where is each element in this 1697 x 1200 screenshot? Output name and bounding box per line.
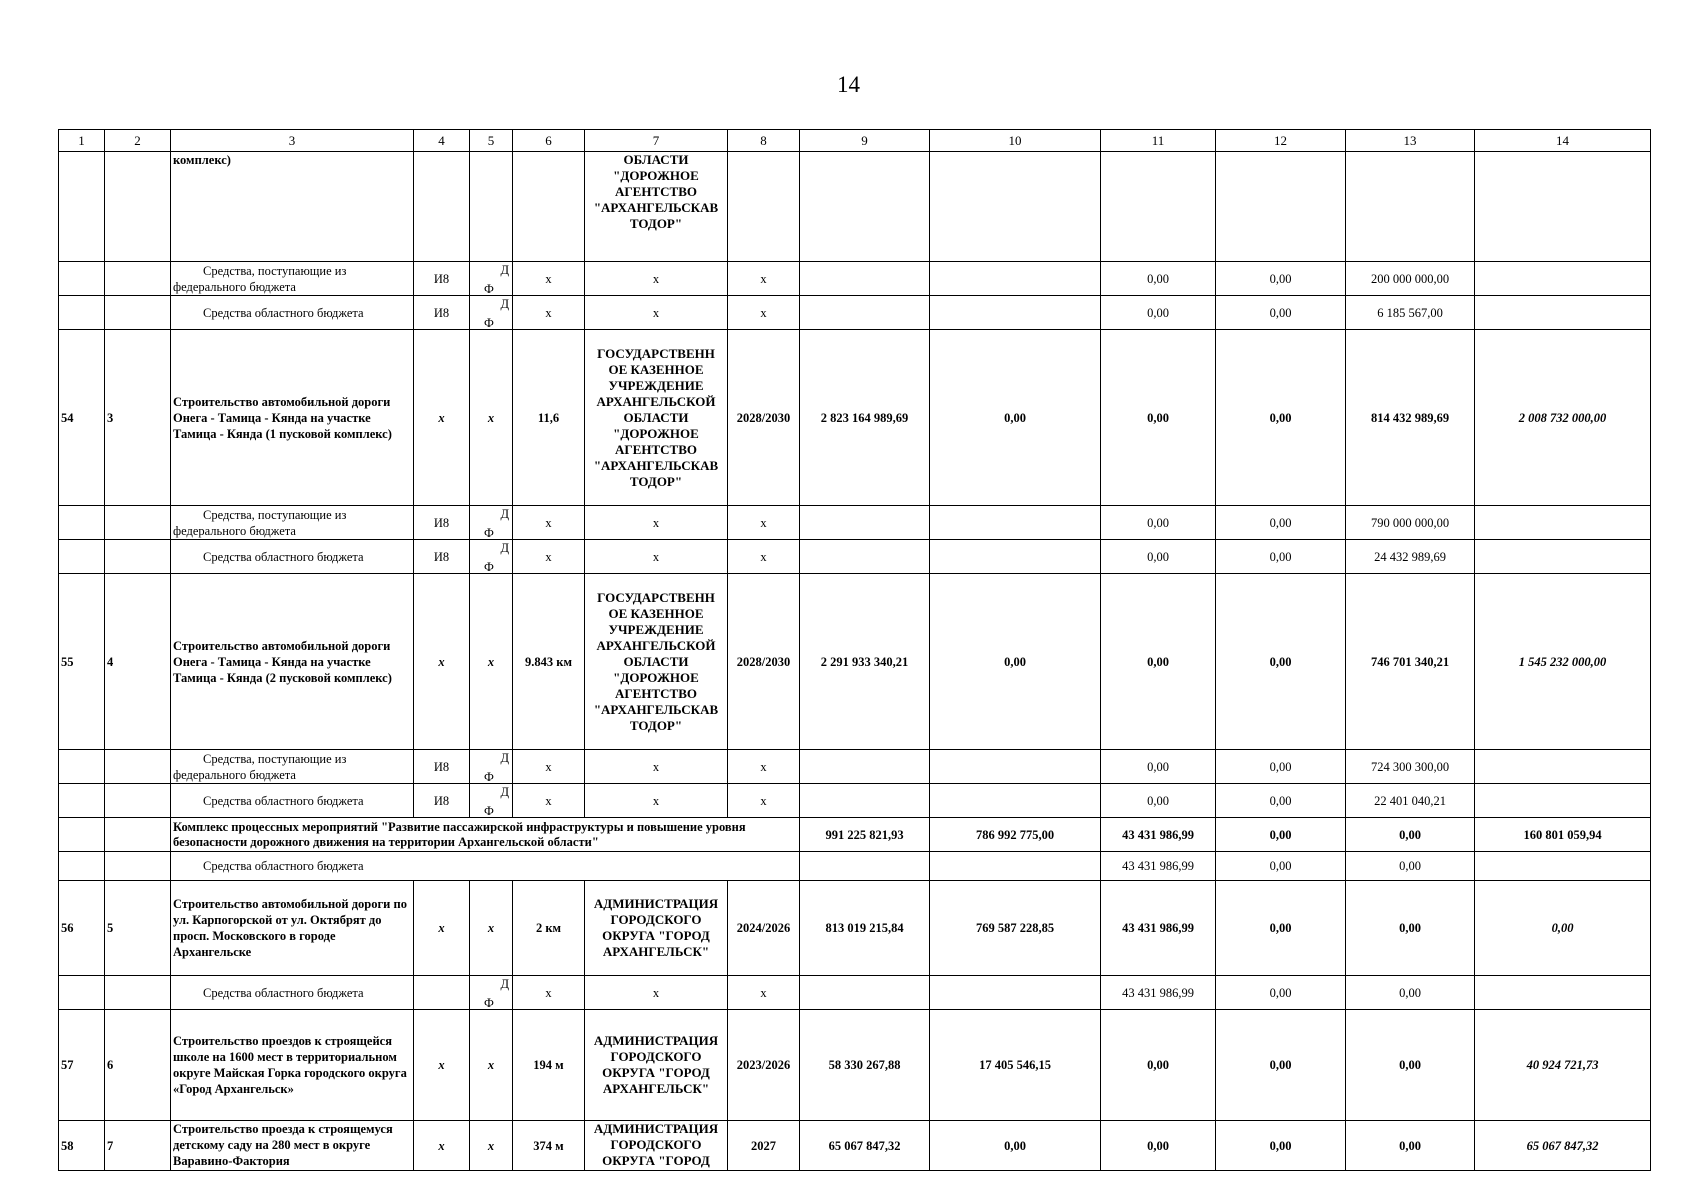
funding-source: Средства областного бюджета xyxy=(171,540,414,574)
table-header-row xyxy=(59,130,1651,152)
object-name: Строительство проездов к строящейся школе на 1600 мест в территориальном округе Майская Горка городского округа «Город Архангельск» xyxy=(171,1010,414,1121)
sub-code: Д Ф xyxy=(470,506,513,540)
col-header: 9 xyxy=(800,130,930,152)
col-header: 3 xyxy=(171,130,414,152)
sub-code: Д Ф xyxy=(470,296,513,330)
col-header: 10 xyxy=(930,130,1101,152)
table-row: 56 5 Строительство автомобильной дороги по ул. Карпогорской от ул. Октябрят до просп. Московского в городе Архангельске x x 2 км АДМИНИСТРАЦИЯ ГОРОДСКОГО ОКРУГА "ГОРОД АРХАНГЕЛЬСК" 2024/2026 813 019 215,84 769 587 228,85 43 431 986,99 0,00 0,00 0,00 xyxy=(59,881,1651,976)
table-row xyxy=(59,152,1651,262)
table-row-regional: Средства областного бюджета Д Ф x x x 43 431 986,99 0,00 0,00 xyxy=(59,976,1651,1010)
executor: ГОСУДАРСТВЕНН ОЕ КАЗЕННОЕ УЧРЕЖДЕНИЕ АРХАНГЕЛЬСКОЙ ОБЛАСТИ "ДОРОЖНОЕ АГЕНТСТВО "АРХАНГЕЛЬСКАВ ТОДОР" xyxy=(585,330,728,506)
code: И8 xyxy=(414,750,470,784)
sub-code: Д Ф xyxy=(470,262,513,296)
funding-source: Средства областного бюджета xyxy=(171,296,414,330)
row-number: 58 xyxy=(59,1121,105,1171)
capacity: 374 м xyxy=(513,1121,585,1171)
executor: АДМИНИСТРАЦИЯ ГОРОДСКОГО ОКРУГА "ГОРОД АРХАНГЕЛЬСК" xyxy=(585,881,728,976)
row-number: 54 xyxy=(59,330,105,506)
funding-source: Средства, поступающие из федерального бюджета xyxy=(171,750,414,784)
item-number: 5 xyxy=(105,881,171,976)
table-row: 55 4 Строительство автомобильной дороги Онега - Тамица - Кянда на участке Тамица - Кянда (2 пусковой комплекс) x x 9.843 км ГОСУДАРСТВЕНН ОЕ КАЗЕННОЕ УЧРЕЖДЕНИЕ АРХАНГЕЛЬСКОЙ ОБЛАСТИ "ДОРОЖНОЕ АГЕНТСТВО "АРХАНГЕЛЬСКАВ ТОДОР" 2028/2030 2 291 933 340,21 0,00 0,00 0,00 746 701 340,21 1 545 232 000,00 xyxy=(59,574,1651,750)
table-row-federal: Средства, поступающие из федерального бюджета И8 Д Ф x x x 0,00 0,00 200 000 000,00 xyxy=(59,262,1651,296)
code: И8 xyxy=(414,262,470,296)
table-row: 58 7 Строительство проезда к строящемуся детскому саду на 280 мест в округе Варавино-Фактория x x 374 м АДМИНИСТРАЦИЯ ГОРОДСКОГО ОКРУГА "ГОРОД 2027 65 067 847,32 0,00 0,00 0,00 0,00 65 067 847,32 xyxy=(59,1121,1651,1171)
capacity: 194 м xyxy=(513,1010,585,1121)
budget-table xyxy=(58,129,1651,1171)
page-number: 14 xyxy=(837,72,860,97)
period: 2023/2026 xyxy=(728,1010,800,1121)
row-number: 56 xyxy=(59,881,105,976)
executor: АДМИНИСТРАЦИЯ ГОРОДСКОГО ОКРУГА "ГОРОД АРХАНГЕЛЬСК" xyxy=(585,1010,728,1121)
col-header: 12 xyxy=(1216,130,1346,152)
item-number: 6 xyxy=(105,1010,171,1121)
funding-source: Средства, поступающие из федерального бюджета xyxy=(171,506,414,540)
group-title: Комплекс процессных мероприятий "Развитие пассажирской инфраструктуры и повышение уровня безопасности дорожного движения на территории Архангельской области" xyxy=(171,818,800,852)
capacity: 9.843 км xyxy=(513,574,585,750)
table-row: 57 6 Строительство проездов к строящейся школе на 1600 мест в территориальном округе Майская Горка городского округа «Город Архангельск» x x 194 м АДМИНИСТРАЦИЯ ГОРОДСКОГО ОКРУГА "ГОРОД АРХАНГЕЛЬСК" 2023/2026 58 330 267,88 17 405 546,15 0,00 0,00 0,00 40 924 721,73 xyxy=(59,1010,1651,1121)
col-header: 6 xyxy=(513,130,585,152)
code: И8 xyxy=(414,506,470,540)
code: И8 xyxy=(414,296,470,330)
item-number: 7 xyxy=(105,1121,171,1171)
object-name: Строительство автомобильной дороги по ул. Карпогорской от ул. Октябрят до просп. Московского в городе Архангельске xyxy=(171,881,414,976)
code: И8 xyxy=(414,540,470,574)
object-name: Строительство автомобильной дороги Онега - Тамица - Кянда на участке Тамица - Кянда (1 пусковой комплекс) xyxy=(171,330,414,506)
capacity: 11,6 xyxy=(513,330,585,506)
period: 2028/2030 xyxy=(728,574,800,750)
item-number: 3 xyxy=(105,330,171,506)
executor: ОБЛАСТИ "ДОРОЖНОЕ АГЕНТСТВО "АРХАНГЕЛЬСКАВ ТОДОР" xyxy=(585,152,728,262)
col-header: 1 xyxy=(59,130,105,152)
col-header: 8 xyxy=(728,130,800,152)
col-header: 11 xyxy=(1101,130,1216,152)
funding-source: Средства, поступающие из федерального бюджета xyxy=(171,262,414,296)
sub-code: Д Ф xyxy=(470,750,513,784)
object-name: комплекс) xyxy=(171,152,414,262)
object-name: Строительство проезда к строящемуся детскому саду на 280 мест в округе Варавино-Фактория xyxy=(171,1121,414,1171)
funding-source: Средства областного бюджета xyxy=(171,976,414,1010)
executor: ГОСУДАРСТВЕНН ОЕ КАЗЕННОЕ УЧРЕЖДЕНИЕ АРХАНГЕЛЬСКОЙ ОБЛАСТИ "ДОРОЖНОЕ АГЕНТСТВО "АРХАНГЕЛЬСКАВ ТОДОР" xyxy=(585,574,728,750)
funding-source: Средства областного бюджета xyxy=(171,784,414,818)
table-row: 54 3 Строительство автомобильной дороги Онега - Тамица - Кянда на участке Тамица - Кянда (1 пусковой комплекс) x x 11,6 ГОСУДАРСТВЕНН ОЕ КАЗЕННОЕ УЧРЕЖДЕНИЕ АРХАНГЕЛЬСКОЙ ОБЛАСТИ "ДОРОЖНОЕ АГЕНТСТВО "АРХАНГЕЛЬСКАВ ТОДОР" 2028/2030 2 823 164 989,69 0,00 0,00 0,00 814 432 989,69 2 008 732 000,00 xyxy=(59,330,1651,506)
col-header: 14 xyxy=(1475,130,1651,152)
col-header: 4 xyxy=(414,130,470,152)
sub-code: Д Ф xyxy=(470,976,513,1010)
row-number: 55 xyxy=(59,574,105,750)
table-row-regional: Средства областного бюджета И8 Д Ф x x x 0,00 0,00 24 432 989,69 xyxy=(59,540,1651,574)
table-row-federal: Средства, поступающие из федерального бюджета И8 Д Ф x x x 0,00 0,00 790 000 000,00 xyxy=(59,506,1651,540)
col-header: 5 xyxy=(470,130,513,152)
sub-code: Д Ф xyxy=(470,540,513,574)
col-header: 7 xyxy=(585,130,728,152)
code: И8 xyxy=(414,784,470,818)
col-header: 13 xyxy=(1346,130,1475,152)
table-row-federal: Средства, поступающие из федерального бюджета И8 Д Ф x x x 0,00 0,00 724 300 300,00 xyxy=(59,750,1651,784)
table-row-regional: Средства областного бюджета И8 Д Ф x x x 0,00 0,00 6 185 567,00 xyxy=(59,296,1651,330)
period: 2027 xyxy=(728,1121,800,1171)
row-number: 57 xyxy=(59,1010,105,1121)
table-row-regional: Средства областного бюджета И8 Д Ф x x x 0,00 0,00 22 401 040,21 xyxy=(59,784,1651,818)
object-name: Строительство автомобильной дороги Онега - Тамица - Кянда на участке Тамица - Кянда (2 пусковой комплекс) xyxy=(171,574,414,750)
capacity: 2 км xyxy=(513,881,585,976)
item-number: 4 xyxy=(105,574,171,750)
funding-source: Средства областного бюджета xyxy=(171,852,800,881)
period: 2028/2030 xyxy=(728,330,800,506)
period: 2024/2026 xyxy=(728,881,800,976)
executor: АДМИНИСТРАЦИЯ ГОРОДСКОГО ОКРУГА "ГОРОД xyxy=(585,1121,728,1171)
group-summary-row: Комплекс процессных мероприятий "Развитие пассажирской инфраструктуры и повышение уровня безопасности дорожного движения на территории Архангельской области" 991 225 821,93 786 992 775,00 43 431 986,99 0,00 0,00 160 801 059,94 xyxy=(59,818,1651,852)
col-header: 2 xyxy=(105,130,171,152)
sub-code: Д Ф xyxy=(470,784,513,818)
table-row-regional: Средства областного бюджета 43 431 986,99 0,00 0,00 xyxy=(59,852,1651,881)
